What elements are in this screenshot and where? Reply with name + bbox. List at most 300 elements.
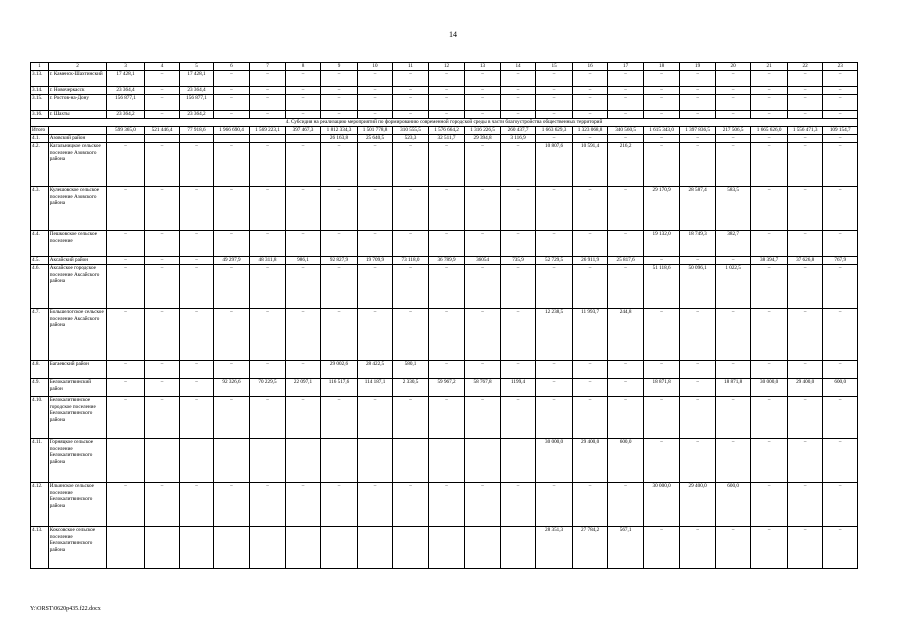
value-cell: – xyxy=(357,309,393,361)
value-cell: – xyxy=(285,187,321,231)
column-number: 16 xyxy=(572,63,608,71)
row-number: 4.1. xyxy=(31,135,49,143)
value-cell: – xyxy=(465,361,501,379)
file-path-footer: Y:\ORST\0620p435.f22.docx xyxy=(30,606,101,612)
value-cell: 397 467,3 xyxy=(285,127,321,135)
value-cell: – xyxy=(107,257,145,265)
value-cell: – xyxy=(213,143,250,187)
value-cell: – xyxy=(715,257,751,265)
value-cell: – xyxy=(465,187,501,231)
row-name: г. Каменск-Шахтинский xyxy=(48,71,106,87)
row-number: 4.3. xyxy=(31,187,49,231)
value-cell: – xyxy=(321,231,358,257)
value-cell: 77 918,6 xyxy=(180,127,213,135)
table-row xyxy=(31,71,858,87)
column-number: 21 xyxy=(751,63,788,71)
value-cell: – xyxy=(823,265,858,309)
value-cell: 29 002,6 xyxy=(321,361,358,379)
value-cell: – xyxy=(393,143,429,187)
value-cell: – xyxy=(787,135,823,143)
value-cell: 30 000,0 xyxy=(643,483,680,527)
value-cell: – xyxy=(572,111,608,119)
row-name: Пешковское сельское поселение xyxy=(48,231,106,257)
value-cell: – xyxy=(643,397,680,439)
table-row xyxy=(31,187,858,231)
value-cell: – xyxy=(285,265,321,309)
value-cell: – xyxy=(428,143,465,187)
value-cell: – xyxy=(250,231,286,257)
value-cell: – xyxy=(608,379,644,397)
value-cell: – xyxy=(715,135,751,143)
value-cell: – xyxy=(751,483,788,527)
row-number: 4.11. xyxy=(31,439,49,483)
value-cell: – xyxy=(465,309,501,361)
value-cell: – xyxy=(608,87,644,95)
budget-table xyxy=(30,62,858,569)
column-number: 20 xyxy=(715,63,751,71)
value-cell: – xyxy=(285,483,321,527)
value-cell: – xyxy=(250,143,286,187)
value-cell: 1 323 068,8 xyxy=(572,127,608,135)
value-cell: – xyxy=(536,397,573,439)
value-cell: – xyxy=(285,111,321,119)
value-cell: – xyxy=(715,95,751,111)
value-cell: – xyxy=(643,257,680,265)
value-cell xyxy=(285,527,321,569)
value-cell: – xyxy=(213,111,250,119)
table-row xyxy=(31,135,858,143)
value-cell: – xyxy=(751,111,788,119)
value-cell: – xyxy=(428,483,465,527)
value-cell: 1 665 626,0 xyxy=(751,127,788,135)
value-cell: – xyxy=(787,111,823,119)
value-cell: – xyxy=(536,95,573,111)
value-cell: 18 749,3 xyxy=(680,231,716,257)
value-cell: – xyxy=(715,439,751,483)
value-cell: – xyxy=(213,265,250,309)
value-cell: 59 967,2 xyxy=(428,379,465,397)
value-cell: 1 556 471,3 xyxy=(787,127,823,135)
value-cell: 767,9 xyxy=(823,257,858,265)
value-cell xyxy=(357,527,393,569)
value-cell: 18 871,8 xyxy=(643,379,680,397)
value-cell xyxy=(107,135,145,143)
value-cell: 70 229,5 xyxy=(250,379,286,397)
value-cell: 10 807,6 xyxy=(536,143,573,187)
value-cell xyxy=(428,439,465,483)
value-cell: 29 400,0 xyxy=(680,483,716,527)
value-cell: – xyxy=(608,95,644,111)
value-cell: – xyxy=(500,397,536,439)
value-cell: – xyxy=(180,483,213,527)
value-cell: – xyxy=(250,309,286,361)
value-cell: – xyxy=(643,143,680,187)
value-cell: – xyxy=(321,265,358,309)
value-cell: – xyxy=(357,71,393,87)
value-cell: – xyxy=(643,309,680,361)
value-cell: 19 709,9 xyxy=(357,257,393,265)
value-cell: – xyxy=(357,483,393,527)
value-cell: – xyxy=(500,71,536,87)
value-cell: – xyxy=(321,483,358,527)
value-cell xyxy=(285,439,321,483)
value-cell: – xyxy=(180,187,213,231)
value-cell: 12 238,5 xyxy=(536,309,573,361)
value-cell xyxy=(321,439,358,483)
value-cell: – xyxy=(536,187,573,231)
value-cell: – xyxy=(680,527,716,569)
value-cell: – xyxy=(321,309,358,361)
value-cell: 32 511,7 xyxy=(428,135,465,143)
value-cell: – xyxy=(680,379,716,397)
value-cell: 1 966 690,4 xyxy=(213,127,250,135)
value-cell: – xyxy=(572,71,608,87)
row-number: 3.13. xyxy=(31,71,49,87)
value-cell: – xyxy=(428,71,465,87)
value-cell xyxy=(465,439,501,483)
value-cell: – xyxy=(428,87,465,95)
value-cell: 114 187,1 xyxy=(357,379,393,397)
page-number: 14 xyxy=(449,30,457,39)
value-cell: – xyxy=(144,257,180,265)
value-cell: – xyxy=(107,483,145,527)
value-cell: – xyxy=(465,95,501,111)
value-cell: – xyxy=(751,309,788,361)
value-cell: 26 163,8 xyxy=(321,135,358,143)
value-cell: – xyxy=(357,87,393,95)
value-cell: 25 817,6 xyxy=(608,257,644,265)
value-cell: – xyxy=(608,71,644,87)
value-cell: – xyxy=(428,187,465,231)
value-cell: 1 576 664,2 xyxy=(428,127,465,135)
row-name: Азовский район xyxy=(48,135,106,143)
value-cell: – xyxy=(715,71,751,87)
table-row xyxy=(31,143,858,187)
value-cell: 73 118,0 xyxy=(393,257,429,265)
value-cell: 28 587,4 xyxy=(680,187,716,231)
value-cell: – xyxy=(393,71,429,87)
value-cell: – xyxy=(787,397,823,439)
value-cell: – xyxy=(787,187,823,231)
value-cell: – xyxy=(572,135,608,143)
value-cell xyxy=(107,439,145,483)
value-cell: – xyxy=(823,143,858,187)
value-cell: – xyxy=(250,71,286,87)
value-cell: – xyxy=(465,265,501,309)
table-row xyxy=(31,265,858,309)
value-cell: 28 422,5 xyxy=(357,361,393,379)
value-cell: 10 591,4 xyxy=(572,143,608,187)
value-cell: – xyxy=(787,309,823,361)
table-row xyxy=(31,111,858,119)
row-name: Багаевский район xyxy=(48,361,106,379)
value-cell xyxy=(144,527,180,569)
column-number: 8 xyxy=(285,63,321,71)
value-cell: – xyxy=(180,231,213,257)
value-cell: 1 812 334,3 xyxy=(321,127,358,135)
value-cell: – xyxy=(321,143,358,187)
value-cell: – xyxy=(465,111,501,119)
value-cell: 340 560,5 xyxy=(608,127,644,135)
value-cell: – xyxy=(213,309,250,361)
value-cell: – xyxy=(608,135,644,143)
value-cell: – xyxy=(751,135,788,143)
value-cell xyxy=(500,527,536,569)
value-cell: – xyxy=(823,361,858,379)
value-cell: – xyxy=(144,361,180,379)
value-cell: – xyxy=(572,265,608,309)
value-cell: – xyxy=(500,231,536,257)
value-cell: – xyxy=(751,439,788,483)
value-cell: – xyxy=(751,231,788,257)
value-cell: – xyxy=(536,135,573,143)
value-cell: – xyxy=(250,361,286,379)
value-cell: – xyxy=(428,397,465,439)
value-cell: – xyxy=(572,187,608,231)
value-cell xyxy=(500,439,536,483)
row-name: Кулешовское сельское поселение Азовского района xyxy=(48,187,106,231)
value-cell: 986,1 xyxy=(285,257,321,265)
value-cell: – xyxy=(500,309,536,361)
row-number: 3.14. xyxy=(31,87,49,95)
value-cell: 23 364,4 xyxy=(180,87,213,95)
value-cell: – xyxy=(608,265,644,309)
value-cell: – xyxy=(608,361,644,379)
value-cell: – xyxy=(643,95,680,111)
table-row xyxy=(31,483,858,527)
value-cell xyxy=(144,439,180,483)
value-cell: – xyxy=(643,361,680,379)
value-cell: – xyxy=(823,527,858,569)
value-cell xyxy=(393,439,429,483)
row-number: 4.12. xyxy=(31,483,49,527)
value-cell: – xyxy=(572,397,608,439)
value-cell: 49 297,9 xyxy=(213,257,250,265)
row-number: 3.15. xyxy=(31,95,49,111)
value-cell: 244,8 xyxy=(608,309,644,361)
value-cell: 156 877,1 xyxy=(180,95,213,111)
value-cell: – xyxy=(823,111,858,119)
column-number: 12 xyxy=(428,63,465,71)
value-cell xyxy=(213,439,250,483)
column-number: 3 xyxy=(107,63,145,71)
column-number: 1 xyxy=(31,63,49,71)
value-cell: 28 351,3 xyxy=(536,527,573,569)
value-cell: – xyxy=(465,231,501,257)
value-cell: – xyxy=(823,439,858,483)
column-number: 18 xyxy=(643,63,680,71)
value-cell: – xyxy=(715,361,751,379)
value-cell: – xyxy=(823,483,858,527)
value-cell: – xyxy=(393,231,429,257)
column-number: 9 xyxy=(321,63,358,71)
value-cell: 1 663 629,3 xyxy=(536,127,573,135)
value-cell: 92 326,6 xyxy=(213,379,250,397)
value-cell: – xyxy=(250,187,286,231)
value-cell: 600,0 xyxy=(823,379,858,397)
value-cell: 17 428,1 xyxy=(180,71,213,87)
value-cell: – xyxy=(393,397,429,439)
value-cell: – xyxy=(393,111,429,119)
column-number: 7 xyxy=(250,63,286,71)
row-name: Кагальницкое сельское поселение Азовского района xyxy=(48,143,106,187)
value-cell: 58 767,8 xyxy=(465,379,501,397)
value-cell xyxy=(357,439,393,483)
row-number: 4.4. xyxy=(31,231,49,257)
value-cell: 382,7 xyxy=(715,231,751,257)
value-cell: – xyxy=(715,87,751,95)
value-cell xyxy=(428,527,465,569)
value-cell: – xyxy=(144,143,180,187)
value-cell: 156 877,1 xyxy=(107,95,145,111)
value-cell: – xyxy=(285,143,321,187)
value-cell: – xyxy=(751,265,788,309)
value-cell: – xyxy=(428,265,465,309)
value-cell: 116 517,6 xyxy=(321,379,358,397)
table-row xyxy=(31,527,858,569)
value-cell: – xyxy=(608,483,644,527)
value-cell: – xyxy=(144,111,180,119)
value-cell: – xyxy=(213,71,250,87)
value-cell: 19 132,0 xyxy=(643,231,680,257)
value-cell xyxy=(180,439,213,483)
value-cell: – xyxy=(213,361,250,379)
value-cell: – xyxy=(393,265,429,309)
row-name: Белокалитвинское городское поселение Белокалитвинского района xyxy=(48,397,106,439)
value-cell: – xyxy=(393,95,429,111)
row-number: 3.16. xyxy=(31,111,49,119)
row-name: Аксайский район xyxy=(48,257,106,265)
value-cell: – xyxy=(823,135,858,143)
value-cell: 216,2 xyxy=(608,143,644,187)
value-cell xyxy=(180,527,213,569)
value-cell: – xyxy=(321,95,358,111)
value-cell: 37 626,8 xyxy=(787,257,823,265)
value-cell: – xyxy=(572,87,608,95)
value-cell: – xyxy=(144,95,180,111)
value-cell: – xyxy=(536,71,573,87)
column-number: 17 xyxy=(608,63,644,71)
value-cell: – xyxy=(787,527,823,569)
value-cell: – xyxy=(680,439,716,483)
value-cell: 600,0 xyxy=(715,483,751,527)
column-number: 4 xyxy=(144,63,180,71)
value-cell: – xyxy=(180,361,213,379)
row-number: 4.8. xyxy=(31,361,49,379)
row-name: г. Новочеркасск xyxy=(48,87,106,95)
value-cell: 260 437,7 xyxy=(500,127,536,135)
value-cell: – xyxy=(213,231,250,257)
value-cell: 567,1 xyxy=(608,527,644,569)
value-cell: 27 784,2 xyxy=(572,527,608,569)
value-cell xyxy=(213,135,250,143)
column-number: 22 xyxy=(787,63,823,71)
value-cell: – xyxy=(393,87,429,95)
value-cell: – xyxy=(144,309,180,361)
value-cell: – xyxy=(500,95,536,111)
row-number: 4.6. xyxy=(31,265,49,309)
value-cell: – xyxy=(285,95,321,111)
value-cell xyxy=(107,527,145,569)
value-cell: – xyxy=(357,95,393,111)
value-cell: – xyxy=(787,483,823,527)
value-cell: – xyxy=(823,397,858,439)
row-number: 4.9. xyxy=(31,379,49,397)
value-cell: – xyxy=(428,309,465,361)
value-cell: – xyxy=(680,111,716,119)
row-number: 4.10. xyxy=(31,397,49,439)
value-cell: – xyxy=(357,187,393,231)
value-cell: – xyxy=(250,397,286,439)
value-cell: 18 871,8 xyxy=(715,379,751,397)
value-cell: 29 400,0 xyxy=(572,439,608,483)
value-cell: 11 993,7 xyxy=(572,309,608,361)
value-cell: – xyxy=(751,143,788,187)
value-cell: – xyxy=(321,187,358,231)
value-cell: – xyxy=(180,257,213,265)
value-cell: 22 097,1 xyxy=(285,379,321,397)
value-cell: – xyxy=(144,187,180,231)
value-cell: – xyxy=(536,361,573,379)
value-cell: 1 569 223,1 xyxy=(250,127,286,135)
value-cell: – xyxy=(357,111,393,119)
value-cell: – xyxy=(285,231,321,257)
value-cell: – xyxy=(751,87,788,95)
value-cell: – xyxy=(213,397,250,439)
value-cell: – xyxy=(680,361,716,379)
column-number: 10 xyxy=(357,63,393,71)
table-row xyxy=(31,231,858,257)
value-cell: – xyxy=(536,87,573,95)
value-cell: – xyxy=(144,87,180,95)
value-cell: – xyxy=(144,71,180,87)
value-cell: 29 400,0 xyxy=(787,379,823,397)
row-number: 4.5. xyxy=(31,257,49,265)
value-cell: – xyxy=(608,397,644,439)
row-name: г. Шахты xyxy=(48,111,106,119)
value-cell: 580,1 xyxy=(393,361,429,379)
value-cell: – xyxy=(823,231,858,257)
value-cell xyxy=(250,135,286,143)
value-cell: – xyxy=(357,397,393,439)
value-cell: – xyxy=(213,95,250,111)
value-cell: – xyxy=(680,95,716,111)
value-cell: 23 364,2 xyxy=(180,111,213,119)
row-name: Коксовское сельское поселение Белокалитвинского района xyxy=(48,527,106,569)
value-cell: – xyxy=(500,87,536,95)
value-cell: – xyxy=(144,397,180,439)
value-cell: – xyxy=(321,87,358,95)
row-name: Большелогское сельское поселение Аксайского района xyxy=(48,309,106,361)
value-cell: – xyxy=(107,361,145,379)
value-cell: – xyxy=(428,95,465,111)
value-cell: – xyxy=(428,111,465,119)
value-cell: – xyxy=(572,95,608,111)
value-cell: – xyxy=(250,95,286,111)
value-cell: – xyxy=(393,483,429,527)
value-cell: – xyxy=(536,231,573,257)
value-cell: – xyxy=(107,187,145,231)
value-cell: – xyxy=(823,309,858,361)
value-cell: – xyxy=(144,265,180,309)
value-cell: – xyxy=(823,95,858,111)
value-cell: 583,5 xyxy=(715,187,751,231)
value-cell: 735,9 xyxy=(500,257,536,265)
section-row xyxy=(31,119,858,127)
value-cell: – xyxy=(715,111,751,119)
column-number: 11 xyxy=(393,63,429,71)
value-cell: 30 000,0 xyxy=(751,379,788,397)
